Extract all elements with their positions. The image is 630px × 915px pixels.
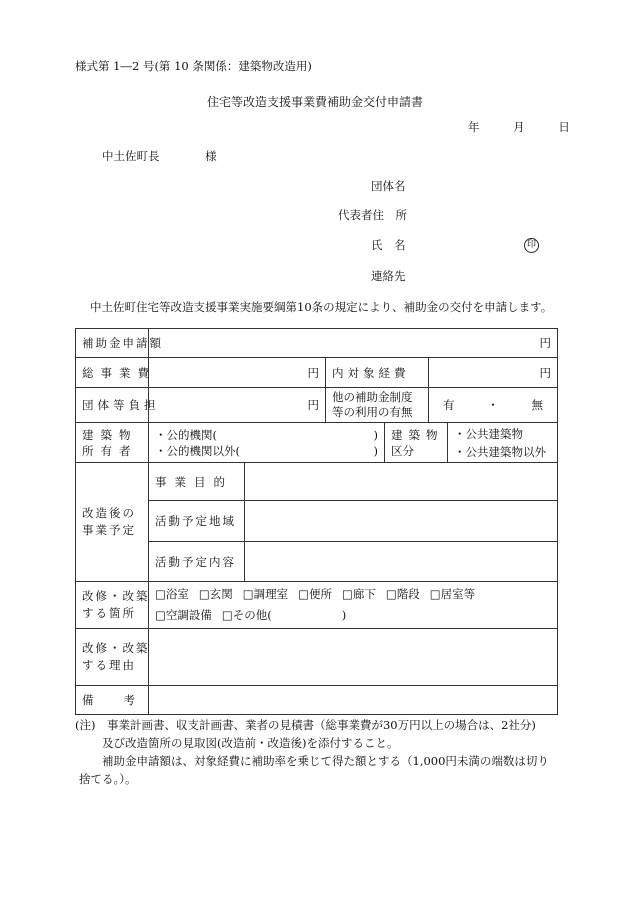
rep-address-label: 代表者住 所 — [338, 208, 407, 222]
owner-public[interactable]: ・公的機関( — [155, 427, 217, 442]
other-close-paren: ) — [341, 608, 347, 622]
purpose-label: 事業目的 — [149, 463, 245, 501]
row-content — [76, 542, 558, 582]
application-table — [75, 328, 558, 715]
covered-cost-field[interactable] — [429, 358, 558, 388]
notes-line2: 及び改造箇所の見取図(改造前・改造後)を添付すること。 — [102, 736, 399, 750]
yen-unit: 円 — [307, 398, 319, 412]
choice-yes[interactable]: 有 — [443, 398, 455, 412]
choice-no[interactable]: 無 — [531, 398, 544, 412]
date-line — [468, 119, 570, 135]
notes-line3: 補助金申請額は、対象経費に補助率を乗じて得た額とする（1,000円未満の端数は切り — [102, 754, 549, 768]
checkbox-option[interactable]: □玄関 — [198, 587, 233, 601]
row-reason — [76, 629, 558, 686]
class-label: 建築物 区分 — [385, 423, 448, 463]
addressee — [102, 148, 217, 164]
row-remarks — [76, 686, 558, 715]
checkbox-option[interactable]: □便所 — [298, 587, 332, 601]
remarks-field[interactable] — [149, 686, 558, 715]
form-number: 様式第 1―2 号(第 10 条関係：建築物改造用) — [75, 59, 312, 73]
checkbox-option[interactable]: □空調設備 — [155, 608, 212, 622]
class-options[interactable] — [448, 423, 558, 463]
date-month: 月 — [513, 120, 525, 134]
row-area — [76, 501, 558, 542]
checkbox-option[interactable]: □調理室 — [242, 587, 289, 601]
notes-prefix: (注) — [75, 718, 96, 732]
group-name-label: 団体名 — [371, 179, 406, 193]
checkbox-option[interactable]: □居室等 — [429, 587, 476, 601]
remarks-label: 備考 — [76, 686, 149, 715]
checkbox-option[interactable]: □廊下 — [342, 587, 376, 601]
row-burden — [76, 388, 558, 423]
checkbox-option[interactable]: □階段 — [385, 587, 420, 601]
row-places — [76, 582, 558, 629]
group-burden-field[interactable] — [149, 388, 326, 423]
date-day: 日 — [558, 120, 570, 134]
seal-icon: 印 — [524, 238, 539, 253]
yen-unit: 円 — [539, 336, 552, 350]
total-cost-label: 総事業費 — [76, 358, 149, 388]
row-purpose — [76, 463, 558, 501]
class-public[interactable]: ・公共建築物 — [454, 426, 523, 441]
yen-unit: 円 — [539, 365, 552, 380]
owner-options[interactable]: ・公的機関( ) ・公的機関以外( ) — [149, 423, 385, 463]
yen-unit: 円 — [307, 365, 319, 380]
area-label: 活動予定地域 — [149, 501, 245, 542]
row-subsidy-amount — [76, 329, 558, 358]
places-label: 改修・改築 する箇所 — [76, 582, 149, 629]
notes-line1: 事業計画書、収支計画書、業者の見積書（総事業費が30万円以上の場合は、2社分) — [106, 718, 536, 732]
class-nonpublic[interactable]: ・公共建築物以外 — [454, 444, 546, 459]
row-costs — [76, 358, 558, 388]
date-year: 年 — [468, 120, 480, 134]
purpose-field[interactable] — [245, 463, 558, 501]
notes-line4: 捨てる。）。 — [79, 772, 137, 786]
contact-label: 連絡先 — [371, 269, 406, 283]
notes — [75, 716, 565, 788]
checkbox-option[interactable]: □その他( — [221, 608, 272, 622]
plan-label: 改造後の 事業予定 — [76, 463, 149, 582]
checkbox-option[interactable]: □浴室 — [155, 587, 189, 601]
places-checklist[interactable] — [149, 582, 558, 629]
reason-field[interactable] — [149, 629, 558, 686]
row-owner — [76, 423, 558, 463]
other-subsidy-choice[interactable]: 有 ・ 無 — [429, 388, 558, 423]
seal-mark — [524, 236, 539, 253]
content-label: 活動予定内容 — [149, 542, 245, 582]
addressee-honorific: 様 — [205, 149, 217, 163]
other-subsidy-label: 他の補助金制度 等の利用の有無 — [326, 388, 429, 423]
group-burden-label: 団体等負担 — [76, 388, 149, 423]
intro-text: 中土佐町住宅等改造支援事業実施要綱第10条の規定により、補助金の交付を申請します。 — [90, 300, 553, 314]
name-label: 氏 名 — [371, 238, 406, 252]
subsidy-amount-label: 補助金申請額 — [76, 329, 149, 358]
content-field[interactable] — [245, 542, 558, 582]
area-field[interactable] — [245, 501, 558, 542]
subsidy-amount-field[interactable] — [149, 329, 558, 358]
owner-label: 建築物 所有者 — [76, 423, 149, 463]
reason-label: 改修・改築 する理由 — [76, 629, 149, 686]
total-cost-field[interactable] — [149, 358, 326, 388]
addressee-name: 中土佐町長 — [102, 149, 160, 163]
owner-nonpublic[interactable]: ・公的機関以外( — [155, 443, 240, 458]
form-title: 住宅等改造支援事業費補助金交付申請書 — [207, 95, 424, 109]
covered-cost-label: 内対象経費 — [326, 358, 429, 388]
